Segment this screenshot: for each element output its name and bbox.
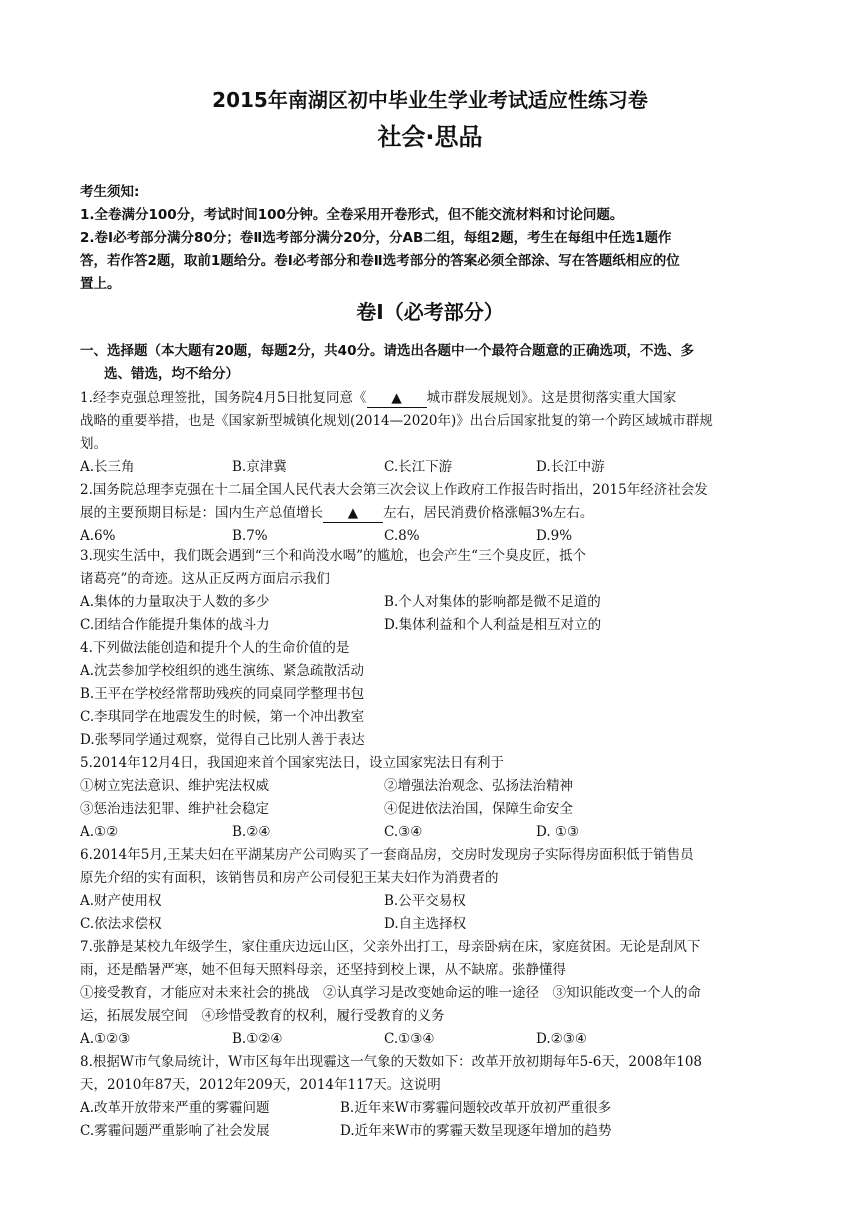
notice-heading: 考生须知: [80, 184, 140, 200]
statement-3: ③惩治违法犯罪、维护社会稳定 [80, 801, 269, 817]
statement-1: ①树立宪法意识、维护宪法权威 [80, 778, 269, 794]
question-1-text-a: 1.经李克强总理签批，国务院4月5日批复同意《 [80, 390, 367, 406]
option-b: B.个人对集体的影响都是微不足道的 [384, 594, 601, 610]
question-6-line-2: 原先介绍的实有面积，该销售员和房产公司侵犯王某夫妇作为消费者的 [80, 870, 499, 886]
question-7 [80, 936, 780, 1051]
question-5 [80, 752, 780, 844]
question-6-line-1: 6.2014年5月,王某夫妇在平湖某房产公司购买了一套商品房，交房时发现房子实际得房面积低于销售员 [80, 847, 694, 863]
question-2-text-b: 左右，居民消费价格涨幅3%左右。 [383, 505, 594, 521]
question-8 [80, 1051, 780, 1143]
option-c: C.依法求偿权 [80, 916, 162, 932]
option-b: B.①②④ [232, 1031, 283, 1047]
option-d: D.9% [536, 528, 573, 544]
option-b: B.近年来W市雾霾问题较改革开放初严重很多 [340, 1100, 612, 1116]
question-3-options-row-2 [80, 614, 780, 637]
notice-item-2-line-1: 2.卷Ⅰ必考部分满分80分；卷Ⅱ选考部分满分20分，分AB二组，每组2题，考生在每组中任选1题作 [80, 230, 672, 246]
question-4-line-1: 4.下列做法能创造和提升个人的生命价值的是 [80, 640, 350, 656]
option-b: B.王平在学校经常帮助残疾的同桌同学整理书包 [80, 686, 365, 702]
question-2-text-a: 展的主要预期目标是：国内生产总值增长 [80, 505, 323, 521]
option-b: B.京津冀 [232, 459, 287, 475]
option-c: C.③④ [384, 824, 423, 840]
option-b: B.7% [232, 528, 268, 544]
question-8-options-row-1 [80, 1097, 780, 1120]
question-8-line-1: 8.根据W市气象局统计，W市区每年出现霾这一气象的天数如下：改革开放初期每年5-6天，2008年108 [80, 1054, 702, 1070]
option-a: A.集体的力量取决于人数的多少 [80, 594, 270, 610]
question-1-line-3: 划。 [80, 436, 107, 452]
question-7-line-1: 7.张静是某校九年级学生，家住重庆边远山区，父亲外出打工，母亲卧病在床，家庭贫困。无论是刮风下 [80, 939, 701, 955]
option-a: A.财产使用权 [80, 893, 162, 909]
question-6-options-row-1 [80, 890, 780, 913]
question-8-options-row-2 [80, 1120, 780, 1143]
option-a: A.①②③ [80, 1031, 131, 1047]
question-7-options [80, 1028, 780, 1051]
option-d: D.集体利益和个人利益是相互对立的 [384, 617, 602, 633]
option-a: A.沈芸参加学校组织的逃生演练、紧急疏散活动 [80, 663, 365, 679]
notice-item-2-line-3: 置上。 [80, 276, 121, 292]
option-c: C.①③④ [384, 1031, 435, 1047]
option-d: D.长江中游 [536, 459, 605, 475]
question-2-line-1: 2.国务院总理李克强在十二届全国人民代表大会第三次会议上作政府工作报告时指出，2015年经济社会发 [80, 482, 708, 498]
question-4 [80, 637, 780, 752]
option-a: A.①② [80, 824, 119, 840]
instructions-line-2: 选、错选，均不给分） [104, 366, 239, 382]
notice-block [80, 181, 780, 296]
option-c: C.雾霾问题严重影响了社会发展 [80, 1123, 270, 1139]
question-2 [80, 479, 780, 548]
option-c: C.8% [384, 528, 420, 544]
question-1-options [80, 456, 780, 479]
option-b: B.公平交易权 [384, 893, 466, 909]
question-3-line-2: 诸葛亮”的奇迹。这从正反两方面启示我们 [80, 571, 330, 587]
question-7-line-3: ①接受教育，才能应对未来社会的挑战 ②认真学习是改变她命运的唯一途径 ③知识能改变一个人的命 [80, 985, 701, 1001]
question-2-line-2 [80, 502, 780, 525]
question-5-items-row-2 [80, 798, 780, 821]
section-heading: 卷Ⅰ（必考部分） [356, 300, 504, 324]
question-6 [80, 844, 780, 936]
option-d: D.自主选择权 [384, 916, 467, 932]
statement-4: ④促进依法治国，保障生命安全 [384, 801, 573, 817]
statement-2: ②增强法治观念、弘扬法治精神 [384, 778, 573, 794]
section-instructions [80, 340, 780, 386]
question-1-text-b: 城市群发展规划》。这是贯彻落实重大国家 [426, 390, 677, 406]
notice-item-1: 1.全卷满分100分，考试时间100分钟。全卷采用开卷形式，但不能交流材料和讨论问题。 [80, 207, 624, 223]
option-a: A.6% [80, 528, 116, 544]
option-d: D.张琴同学通过观察，觉得自己比别人善于表达 [80, 732, 365, 748]
question-7-line-2: 雨，还是酷暑严寒，她不但每天照料母亲，还坚持到校上课，从不缺席。张静懂得 [80, 962, 566, 978]
question-3-options-row-1 [80, 591, 780, 614]
option-c: C.李琪同学在地震发生的时候，第一个冲出教室 [80, 709, 365, 725]
instructions-line-1: 一、选择题（本大题有20题，每题2分，共40分。请选出各题中一个最符合题意的正确选项，不选、多 [80, 343, 694, 359]
option-d: D. ①③ [536, 824, 580, 840]
option-a: A.改革开放带来严重的雾霾问题 [80, 1100, 270, 1116]
notice-item-2-line-2: 答，若作答2题，取前1题给分。卷Ⅰ必考部分和卷Ⅱ选考部分的答案必须全部涂、写在答题纸相应的位 [80, 253, 680, 269]
question-1-line-1 [80, 387, 780, 410]
option-d: D.近年来W市的雾霾天数呈现逐年增加的趋势 [340, 1123, 612, 1139]
option-c: C.长江下游 [384, 459, 453, 475]
question-8-line-2: 天，2010年87天，2012年209天，2014年117天。这说明 [80, 1077, 441, 1093]
question-1-line-2: 战略的重要举措，也是《国家新型城镇化规划(2014—2020年)》出台后国家批复的第一个跨区域城市群规 [80, 413, 713, 429]
option-d: D.②③④ [536, 1031, 587, 1047]
answer-blank: ▲ [367, 390, 427, 408]
exam-title: 2015年南湖区初中毕业生学业考试适应性练习卷 [212, 88, 648, 112]
option-a: A.长三角 [80, 459, 135, 475]
exam-subject: 社会·思品 [377, 123, 483, 151]
option-b: B.②④ [232, 824, 271, 840]
question-5-options [80, 821, 780, 844]
question-7-line-4: 运，拓展发展空间 ④珍惜受教育的权利，履行受教育的义务 [80, 1008, 445, 1024]
question-5-line-1: 5.2014年12月4日，我国迎来首个国家宪法日，设立国家宪法日有利于 [80, 755, 505, 771]
question-1 [80, 387, 780, 479]
question-6-options-row-2 [80, 913, 780, 936]
question-5-items-row-1 [80, 775, 780, 798]
answer-blank: ▲ [323, 505, 383, 523]
question-3-line-1: 3.现实生活中，我们既会遇到“三个和尚没水喝”的尴尬，也会产生“三个臭皮匠，抵个 [80, 548, 587, 564]
option-c: C.团结合作能提升集体的战斗力 [80, 617, 270, 633]
question-3 [80, 545, 780, 637]
